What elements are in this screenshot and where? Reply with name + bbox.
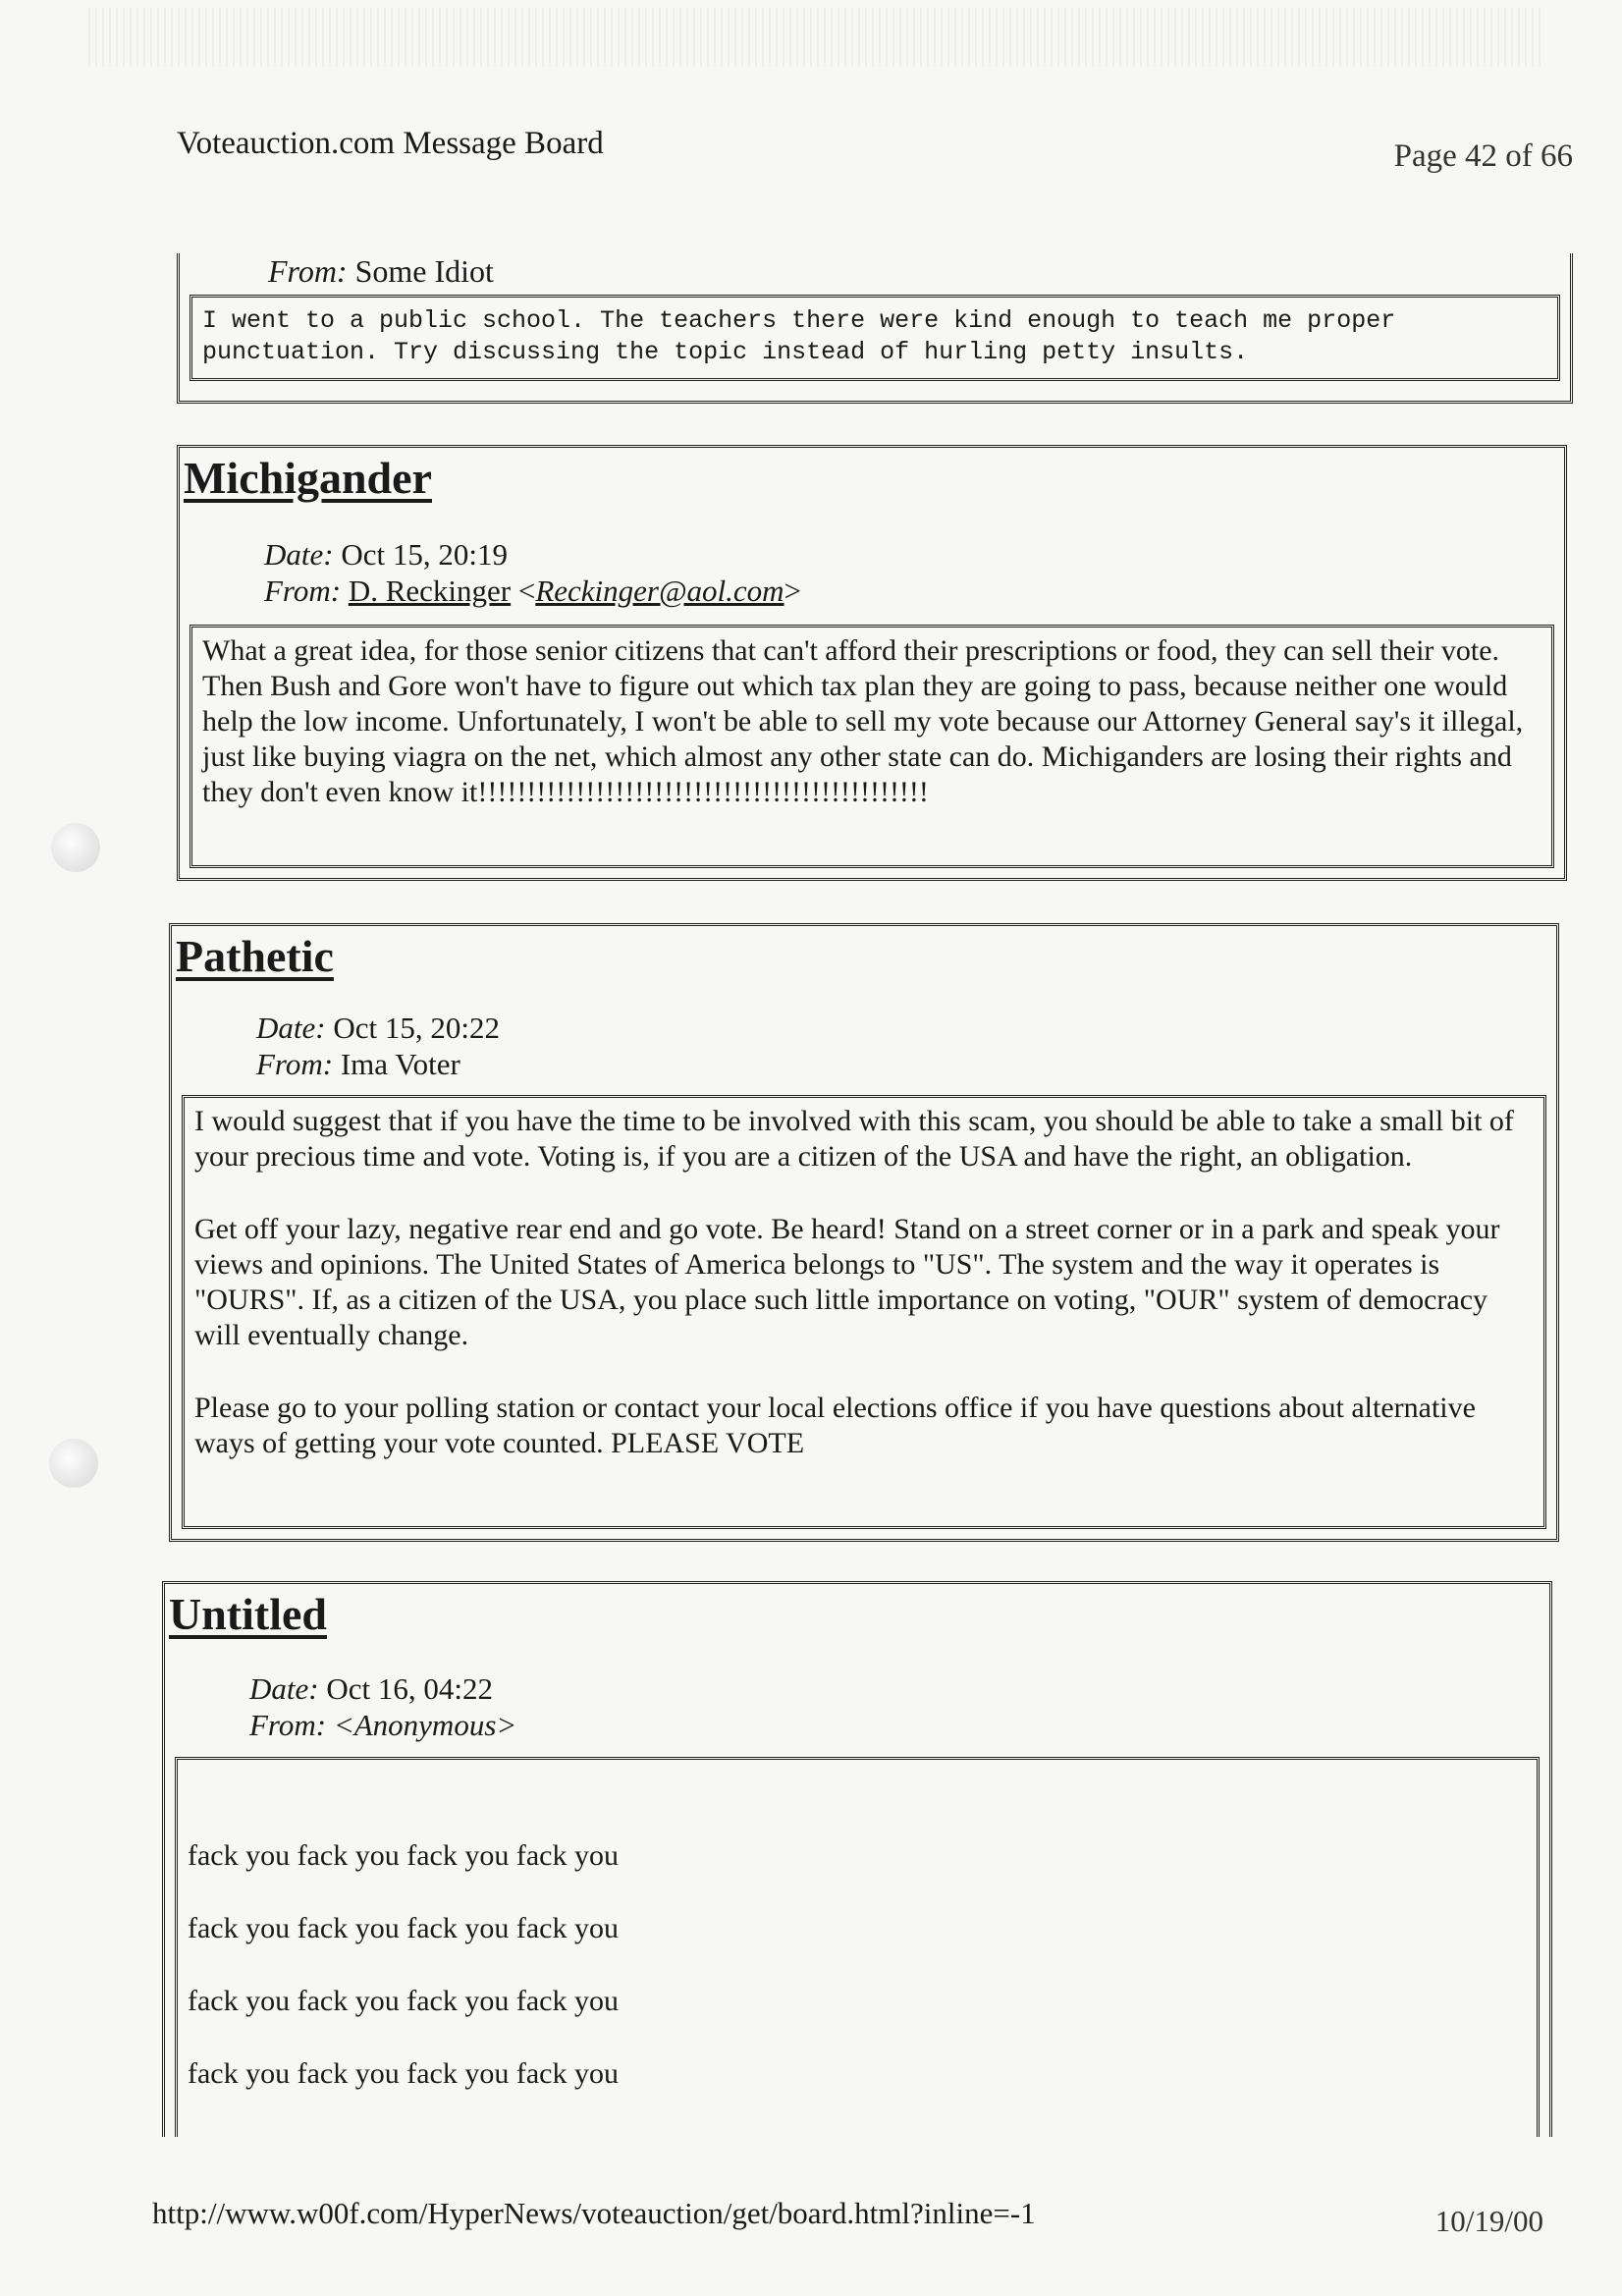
punch-hole-bottom bbox=[49, 1439, 98, 1488]
from-value: Some Idiot bbox=[354, 253, 494, 289]
email-link[interactable]: Reckinger@aol.com bbox=[535, 574, 784, 608]
post-body bbox=[175, 1757, 1540, 2137]
post-date bbox=[264, 536, 801, 573]
date-value: Oct 16, 04:22 bbox=[326, 1671, 493, 1706]
post-pathetic bbox=[169, 923, 1559, 1542]
previous-post-fragment bbox=[177, 253, 1573, 404]
post-meta bbox=[256, 1010, 500, 1082]
post-title[interactable]: Michigander bbox=[184, 453, 432, 503]
date-label: Date: bbox=[249, 1671, 319, 1706]
post-title[interactable]: Untitled bbox=[169, 1589, 327, 1639]
post-from bbox=[249, 1707, 516, 1743]
scan-noise bbox=[88, 8, 1541, 67]
post-paragraph: fack you fack you fack you fack you bbox=[188, 2057, 619, 2090]
author-link[interactable]: D. Reckinger bbox=[348, 574, 512, 608]
punch-hole-top bbox=[51, 823, 100, 872]
post-paragraph: fack you fack you fack you fack you bbox=[188, 1985, 619, 2017]
previous-post-body: I went to a public school. The teachers there were kind enough to teach me proper punctuation. Try discussing the topic instead of hurling petty insults. bbox=[189, 295, 1560, 381]
post-paragraph: fack you fack you fack you fack you bbox=[188, 1912, 619, 1944]
author-name: <Anonymous> bbox=[333, 1708, 517, 1742]
post-paragraph: Please go to your polling station or contact your local elections office if you have questions about alternative ways of getting your vote counted. PLEASE VOTE bbox=[194, 1392, 1476, 1459]
post-paragraph: fack you fack you fack you fack you bbox=[188, 1839, 619, 1872]
post-from: From: D. Reckinger <Reckinger@aol.com> bbox=[264, 574, 801, 608]
post-title[interactable]: Pathetic bbox=[176, 931, 334, 981]
post-paragraph: What a great idea, for those senior citizens that can't afford their prescriptions or food, they can sell their vote. Then Bush and Gore won't have to figure out which tax plan they are going to pass, because neither one would help the low income. Unfortunately, I won't be able to sell my vote because our Attorney General say's it illegal, just like buying viagra on the net, which almost any other state can do. Michiganders are losing their rights and they don't even know it!!!!!!!!!!!!!!!!!!!!!!!!!!!!!!!!!!!!!!!!!!!!!! bbox=[202, 634, 1524, 808]
post-from bbox=[256, 1046, 500, 1082]
post-paragraph: I would suggest that if you have the time to be involved with this scam, you should be able to take a small bit of your precious time and vote. Voting is, if you are a citizen of the USA and have the right, an obligation. bbox=[194, 1105, 1514, 1173]
from-label: From: bbox=[249, 1708, 327, 1742]
date-label: Date: bbox=[264, 537, 334, 572]
post-body bbox=[189, 625, 1554, 868]
post-date bbox=[256, 1010, 500, 1046]
page-header-title: Voteauction.com Message Board bbox=[177, 126, 604, 161]
page-number: Page 42 of 66 bbox=[1393, 138, 1573, 174]
post-paragraph: Get off your lazy, negative rear end and go vote. Be heard! Stand on a street corner or in a park and speak your views and opinions. The United States of America belongs to "US". The system and the way it operates is "OURS". If, as a citizen of the USA, you place such little importance on voting, "OUR" system of democracy will eventually change. bbox=[194, 1213, 1500, 1351]
post-meta bbox=[249, 1670, 516, 1743]
footer-url: http://www.w00f.com/HyperNews/voteauction/get/board.html?inline=-1 bbox=[152, 2196, 1036, 2230]
from-label: From: bbox=[264, 574, 342, 608]
from-label: From: bbox=[256, 1047, 334, 1081]
date-value: Oct 15, 20:22 bbox=[333, 1011, 500, 1045]
post-body bbox=[182, 1095, 1546, 1529]
post-michigander bbox=[177, 445, 1567, 881]
date-value: Oct 15, 20:19 bbox=[341, 537, 508, 572]
date-label: Date: bbox=[256, 1011, 326, 1045]
from-label: From: bbox=[268, 253, 348, 289]
post-meta bbox=[264, 536, 801, 609]
post-untitled bbox=[162, 1581, 1552, 2137]
post-date bbox=[249, 1670, 516, 1707]
footer-print-date: 10/19/00 bbox=[1434, 2204, 1543, 2238]
previous-post-from bbox=[268, 253, 494, 290]
author-name: Ima Voter bbox=[340, 1047, 460, 1081]
